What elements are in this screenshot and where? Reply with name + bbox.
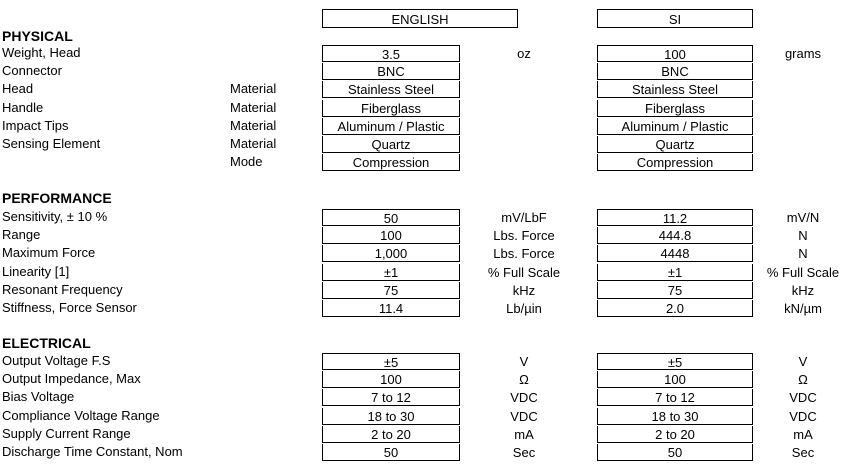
english-value: BNC: [322, 63, 460, 80]
english-value: 1,000: [322, 245, 460, 262]
si-value: 444.8: [597, 227, 753, 244]
english-value: Aluminum / Plastic: [322, 118, 460, 135]
si-value: Aluminum / Plastic: [597, 118, 753, 135]
english-unit: V: [519, 354, 529, 369]
si-value: 50: [597, 444, 753, 461]
si-unit: VDC: [789, 390, 817, 405]
spec-label: Maximum Force: [2, 245, 96, 260]
english-value: 100: [322, 227, 460, 244]
si-value: 100: [597, 45, 753, 62]
english-value: ±1: [322, 264, 460, 281]
spec-attribute: Material: [230, 100, 277, 115]
english-value: ±5: [322, 353, 460, 370]
spec-label: Compliance Voltage Range: [2, 408, 160, 423]
spec-label: Weight, Head: [2, 45, 81, 60]
english-unit: mA: [514, 427, 534, 442]
english-value: 50: [322, 444, 460, 461]
english-unit: [478, 118, 570, 135]
si-unit: Ω: [798, 372, 808, 387]
si-value: Fiberglass: [597, 100, 753, 117]
english-value: 75: [322, 282, 460, 299]
english-unit: mV/LbF: [501, 210, 547, 225]
si-value: 75: [597, 282, 753, 299]
english-unit: oz: [517, 46, 531, 61]
english-unit: Ω: [519, 372, 529, 387]
si-unit: Sec: [791, 445, 815, 460]
si-unit: kHz: [791, 283, 815, 298]
spec-label: Head: [2, 81, 34, 96]
english-unit: % Full Scale: [487, 265, 561, 280]
section-title: ELECTRICAL: [2, 335, 91, 351]
spec-label: Stiffness, Force Sensor: [2, 300, 137, 315]
english-value: 18 to 30: [322, 408, 460, 425]
english-unit: [478, 154, 570, 171]
spec-label: Resonant Frequency: [2, 282, 123, 297]
si-unit: N: [798, 228, 808, 243]
english-value: 3.5: [322, 45, 460, 62]
si-value: 7 to 12: [597, 389, 753, 406]
spec-attribute: Mode: [230, 154, 263, 169]
header-si: SI: [597, 9, 753, 28]
english-unit: kHz: [512, 283, 536, 298]
english-unit: VDC: [510, 409, 538, 424]
si-unit: mV/N: [786, 210, 820, 225]
si-value: 2 to 20: [597, 426, 753, 443]
english-value: Quartz: [322, 136, 460, 153]
spec-attribute: Material: [230, 81, 277, 96]
english-value: 50: [322, 209, 460, 226]
si-value: Stainless Steel: [597, 81, 753, 98]
english-unit: [478, 81, 570, 98]
english-value: Compression: [322, 154, 460, 171]
english-unit: Sec: [512, 445, 536, 460]
si-unit: VDC: [789, 409, 817, 424]
si-unit: V: [798, 354, 808, 369]
english-value: 100: [322, 371, 460, 388]
english-value: 11.4: [322, 300, 460, 317]
si-value: ±5: [597, 353, 753, 370]
spec-label: Supply Current Range: [2, 426, 131, 441]
si-value: 4448: [597, 245, 753, 262]
spec-label: Discharge Time Constant, Nom: [2, 444, 183, 459]
si-value: 18 to 30: [597, 408, 753, 425]
spec-label: Range: [2, 227, 41, 242]
si-unit: [758, 63, 848, 80]
spec-label: Linearity [1]: [2, 264, 70, 279]
spec-label: Handle: [2, 100, 44, 115]
english-unit: Lb/µin: [506, 301, 542, 316]
si-value: 2.0: [597, 300, 753, 317]
english-unit: VDC: [510, 390, 538, 405]
si-unit: grams: [784, 46, 822, 61]
si-unit: [758, 81, 848, 98]
english-unit: [478, 136, 570, 153]
si-value: BNC: [597, 63, 753, 80]
english-value: Fiberglass: [322, 100, 460, 117]
english-value: 7 to 12: [322, 389, 460, 406]
english-value: 2 to 20: [322, 426, 460, 443]
section-title: PHYSICAL: [2, 28, 73, 44]
english-unit: Lbs. Force: [493, 246, 555, 261]
si-unit: % Full Scale: [766, 265, 840, 280]
spec-attribute: Material: [230, 118, 277, 133]
si-unit: [758, 154, 848, 171]
english-unit: Lbs. Force: [493, 228, 555, 243]
si-unit: kN/µm: [784, 301, 822, 316]
si-value: Quartz: [597, 136, 753, 153]
spec-label: Bias Voltage: [2, 389, 75, 404]
spec-attribute: Material: [230, 136, 277, 151]
english-unit: [478, 100, 570, 117]
english-unit: [478, 63, 570, 80]
spec-label: Output Impedance, Max: [2, 371, 141, 386]
si-value: Compression: [597, 154, 753, 171]
spec-label: Sensitivity, ± 10 %: [2, 209, 108, 224]
header-english: ENGLISH: [322, 9, 518, 28]
si-unit: [758, 136, 848, 153]
spec-label: Connector: [2, 63, 62, 78]
english-value: Stainless Steel: [322, 81, 460, 98]
si-unit: [758, 118, 848, 135]
section-title: PERFORMANCE: [2, 190, 112, 206]
si-unit: [758, 100, 848, 117]
spec-label: Sensing Element: [2, 136, 101, 151]
spec-label: Output Voltage F.S: [2, 353, 111, 368]
si-unit: N: [798, 246, 808, 261]
si-value: ±1: [597, 264, 753, 281]
si-value: 11.2: [597, 209, 753, 226]
spec-label: Impact Tips: [2, 118, 69, 133]
si-value: 100: [597, 371, 753, 388]
si-unit: mA: [793, 427, 813, 442]
